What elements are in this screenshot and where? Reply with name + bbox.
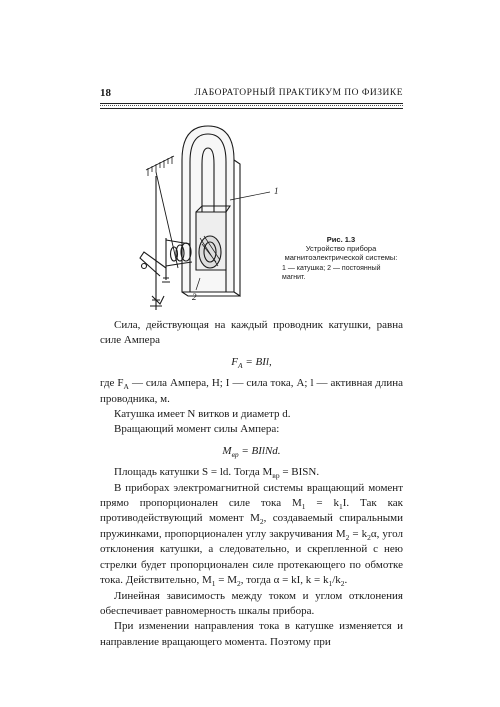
paragraph-proportionality: В приборах электромагнитной системы вращающий момент прямо пропорционален силе тока $M_1 = k_1I$. Так как противодействующий момент $M_2$, создаваемый спиральными пружинками, пропорционален углу закручивания $M_2 = k_2\alpha$, угол отклонения катушки, а следовательно, и скрепленной с нею стрелки будет пропорционален силе протекающего по обмотке тока. Действительно, $M_1 = M_2$, тогда α = kI, $k = k_1/k_2$. [100, 481, 403, 589]
page-header [100, 87, 403, 101]
magnetoelectric-device-drawing [130, 120, 280, 310]
formula-ampere-force: $F_A$ = BIl, [231, 355, 272, 370]
running-title: ЛАБОРАТОРНЫЙ ПРАКТИКУМ ПО ФИЗИКЕ [194, 88, 403, 98]
paragraph-torque: Вращающий момент силы Ампера: [114, 423, 280, 436]
caption-title: Рис. 1.3 [326, 235, 356, 244]
figure-device-illustration [130, 120, 280, 315]
paragraph-coil-area: Площадь катушки S = ld. Тогда $M_{вр}$ = BISN. [114, 466, 320, 481]
figure-caption [282, 235, 400, 282]
figure-label-1: 1 [274, 186, 279, 196]
paragraph-coil-turns: Катушка имеет N витков и диаметр d. [114, 408, 291, 421]
figure-label-2: 2 [192, 292, 197, 302]
paragraph-direction-change: При изменении направления тока в катушке изменяется и направление вращающего момента. Поэтому при [100, 620, 403, 648]
caption-legend: 1 — катушка; 2 — постоянный магнит. [282, 265, 381, 281]
formula-torque: $M_{вр}$ = BIlNd. [222, 444, 281, 460]
paragraph-ampere-force: Сила, действующая на каждый проводник катушки, равна силе Ампера [100, 319, 403, 347]
caption-text: Устройство прибора магнитоэлектрической системы: [284, 244, 398, 262]
paragraph-linear-scale: Линейная зависимость между током и углом отклонения обеспечивает равномерность шкалы прибора. [100, 589, 403, 617]
body-text [100, 318, 403, 650]
page-number: 18 [100, 87, 111, 99]
header-rule [100, 103, 403, 109]
paragraph-where: где $F_A$ — сила Ампера, Н; I — сила тока, А; l — активная длина проводника, м. [100, 377, 403, 405]
